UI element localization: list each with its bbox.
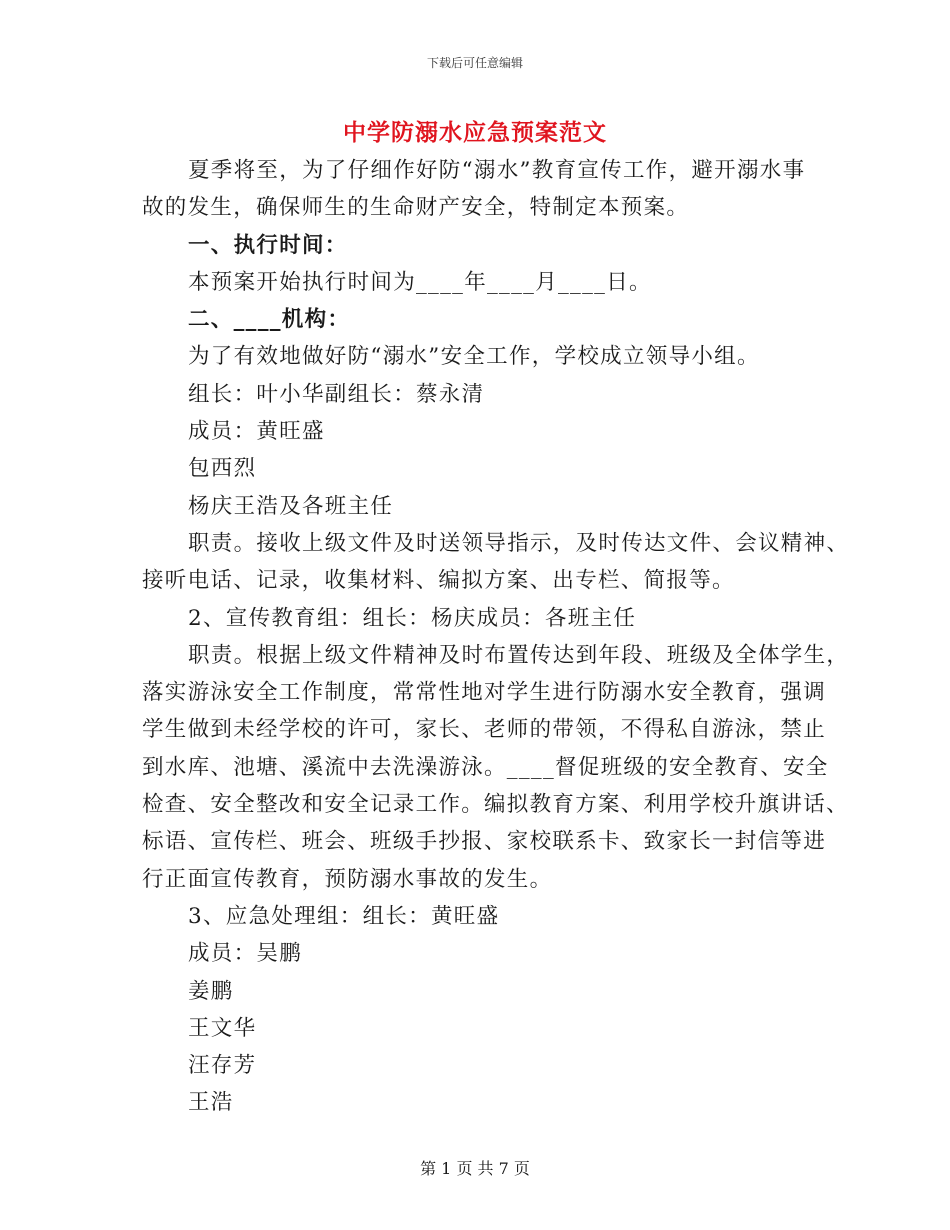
section-heading: 二、____机构： <box>188 307 351 333</box>
body-line: 行正面宣传教育，预防溺水事故的发生。 <box>142 866 553 892</box>
body-line: 成员：黄旺盛 <box>188 419 325 445</box>
document-body <box>142 152 850 1122</box>
body-line: 成员：吴鹏 <box>188 941 303 967</box>
body-line: 接听电话、记录，收集材料、编拟方案、出专栏、简报等。 <box>142 568 735 594</box>
body-line: 杨庆王浩及各班主任 <box>188 493 394 519</box>
section-heading: 一、执行时间： <box>188 232 348 258</box>
body-line: 标语、宣传栏、班会、班级手抄报、家校联系卡、致家长一封信等进 <box>142 829 827 855</box>
body-line: 为了有效地做好防“溺水”安全工作，学校成立领导小组。 <box>188 344 760 370</box>
body-line: 姜鹏 <box>188 978 234 1004</box>
body-line: 包西烈 <box>188 456 257 482</box>
body-line: 故的发生，确保师生的生命财产安全，特制定本预案。 <box>142 195 690 221</box>
body-line: 学生做到未经学校的许可，家长、老师的带领，不得私自游泳，禁止 <box>142 717 827 743</box>
body-line: 3、应急处理组：组长：黄旺盛 <box>188 903 500 929</box>
body-line: 落实游泳安全工作制度，常常性地对学生进行防溺水安全教育，强调 <box>142 680 827 706</box>
body-line: 职责。接收上级文件及时送领导指示，及时传达文件、会议精神、 <box>188 530 850 556</box>
body-line: 职责。根据上级文件精神及时布置传达到年段、班级及全体学生， <box>188 642 850 668</box>
body-line: 本预案开始执行时间为____年____月____日。 <box>188 269 652 295</box>
body-line: 王浩 <box>188 1090 234 1116</box>
body-line: 汪存芳 <box>188 1053 257 1079</box>
header-note: 下载后可任意编辑 <box>426 56 523 70</box>
body-line: 2、宣传教育组：组长：杨庆成员：各班主任 <box>188 605 637 631</box>
body-line: 到水库、池塘、溪流中去洗澡游泳。____督促班级的安全教育、安全 <box>142 754 829 780</box>
body-line: 检查、安全整改和安全记录工作。编拟教育方案、利用学校升旗讲话、 <box>142 792 849 818</box>
body-line: 王文华 <box>188 1015 257 1041</box>
body-line: 组长：叶小华副组长：蔡永清 <box>188 381 485 407</box>
document-title: 中学防溺水应急预案范文 <box>343 120 607 146</box>
body-line: 夏季将至，为了仔细作好防“溺水”教育宣传工作，避开溺水事 <box>188 158 806 183</box>
page-footer: 第 1 页 共 7 页 <box>420 1159 530 1178</box>
